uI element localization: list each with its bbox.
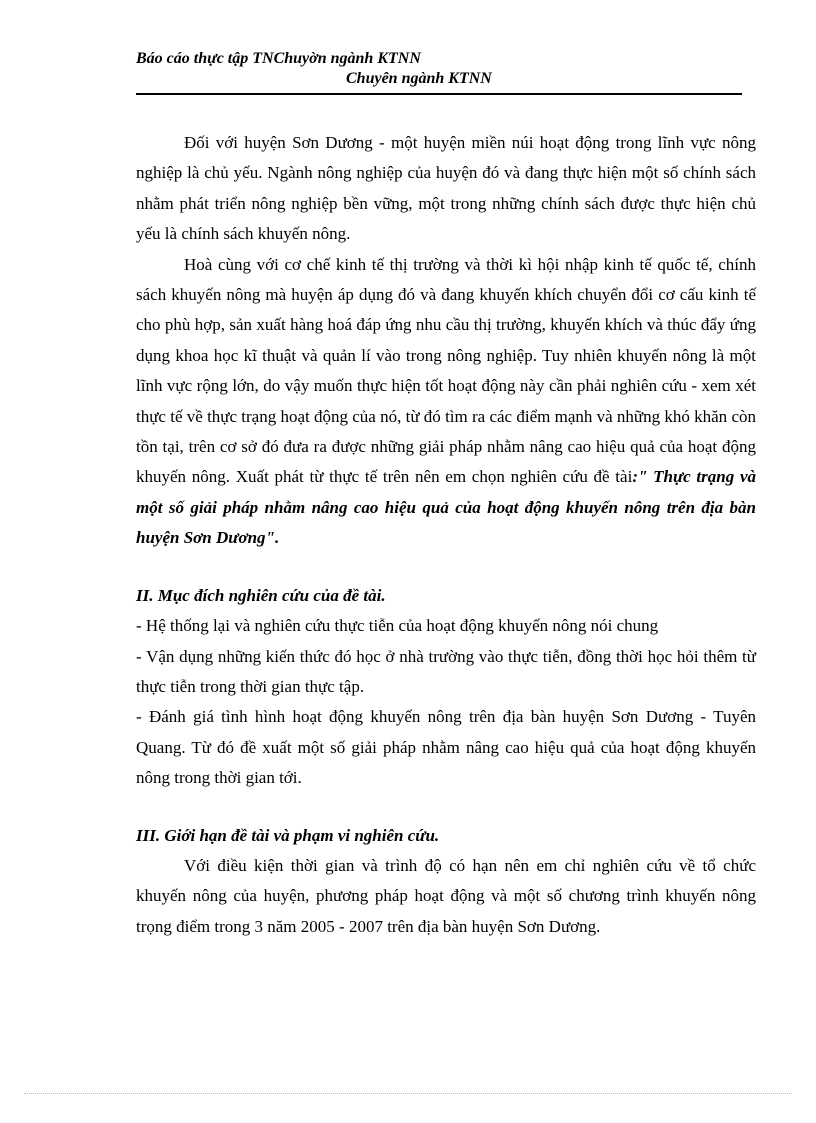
page-bottom-border [24,1093,792,1094]
intro-paragraph: Đối với huyện Sơn Dương - một huyện miền núi hoạt động trong lĩnh vực nông nghiệp là chủ yếu. Ngành nông nghiệp của huyện đó và đang thực hiện một số chính sách nhằm phát triển nông nghiệp bền vững, một trong những chính sách được thực hiện chủ yếu là chính sách khuyến nông. [136,133,756,244]
header-title: Báo cáo thực tập TNChuyờn ngành KTNN [136,50,421,67]
section-heading-scope: III. Giới hạn đề tài và phạm vi nghiên cứu. [136,825,440,845]
spacer [136,794,756,821]
spacer [136,554,756,581]
context-text: Hoà cùng với cơ chế kinh tế thị trường và thời kì hội nhập kinh tế quốc tế, chính sách khuyến nông mà huyện áp dụng đó và đang khuyến khích chuyển đổi cơ cấu kinh tế cho phù hợp, sản xuất hàng hoá đáp ứng nhu cầu thị trường, khuyến khích và thúc đẩy ứng dụng khoa học kĩ thuật và quản lí vào trong nông nghiệp. Tuy nhiên khuyến nông là một lĩnh vực rộng lớn, do vậy muốn thực hiện tốt hoạt động này cần phải nghiên cứu - xem xét thực tế về thực trạng hoạt động của nó, từ đó tìm ra các điểm mạnh và những khó khăn còn tồn tại, trên cơ sở đó đưa ra được những giải pháp nhằm nâng cao hiệu quả của hoạt động khuyến nông. Xuất phát từ thực tế trên nên em chọn nghiên cứu đề tài [136,254,756,487]
header-subtitle: Chuyên ngành KTNN [346,70,492,87]
objective-item: - Hệ thống lại và nghiên cứu thực tiễn của hoạt động khuyến nông nói chung [136,616,659,636]
header-rule [136,93,742,95]
objective-item: - Đánh giá tình hình hoạt động khuyến nông trên địa bàn huyện Sơn Dương - Tuyên Quang. Từ đó đề xuất một số giải pháp nhằm nâng cao hiệu quả của hoạt động khuyến nông trong thời gian tới. [136,707,756,788]
document-body [136,128,756,942]
objective-item: - Vận dụng những kiến thức đó học ở nhà trường vào thực tiễn, đồng thời học hỏi thêm từ thực tiễn trong thời gian thực tập. [136,646,756,696]
page-header [136,50,742,96]
context-paragraph [136,250,756,554]
section-heading-objectives: II. Mục đích nghiên cứu của đề tài. [136,585,386,605]
scope-paragraph: Với điều kiện thời gian và trình độ có hạn nên em chỉ nghiên cứu về tổ chức khuyến nông của huyện, phương pháp hoạt động và một số chương trình khuyến nông trọng điểm trong 3 năm 2005 - 2007 trên địa bàn huyện Sơn Dương. [136,855,756,936]
thesis-title: :" Thực trạng và một số giải pháp nhằm nâng cao hiệu quả của hoạt động khuyến nông trên địa bàn huyện Sơn Dương". [136,467,756,548]
